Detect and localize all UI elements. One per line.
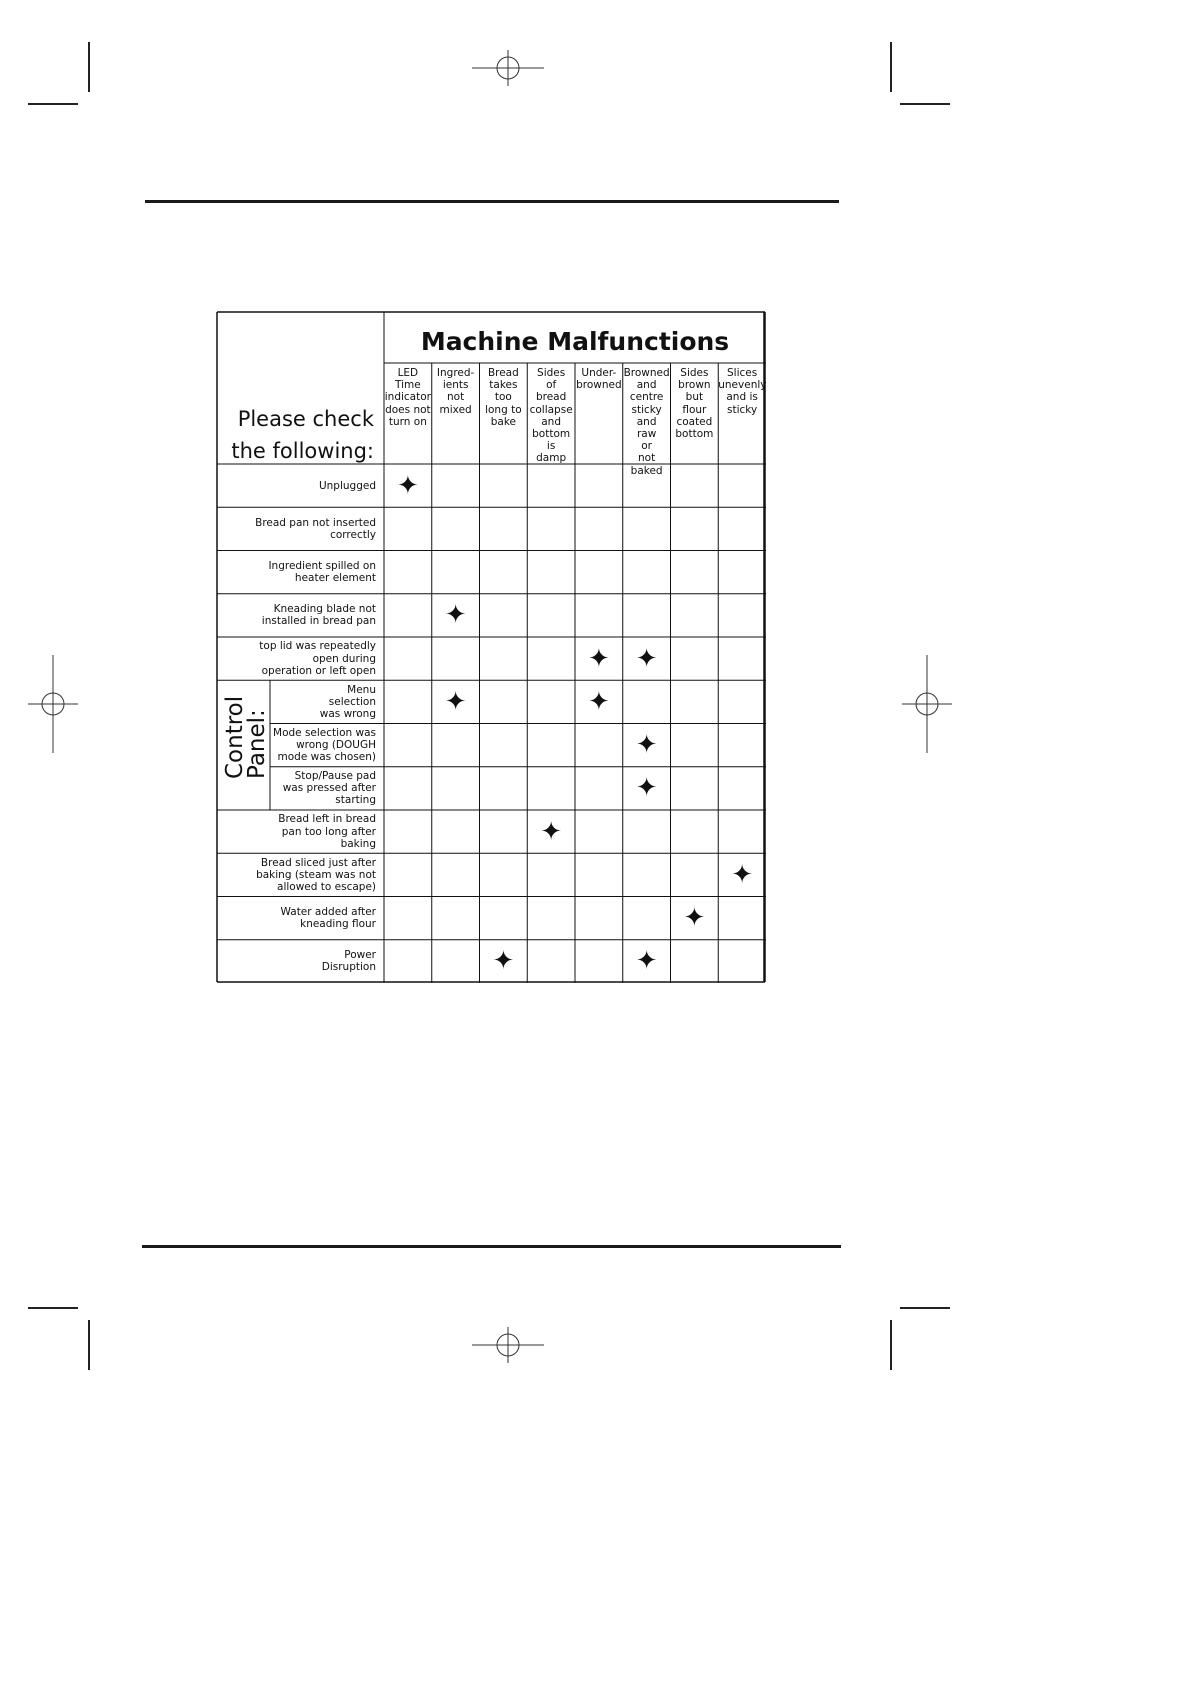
symptom-header: Bread takes too long to bake bbox=[485, 367, 522, 428]
cause-mark-icon: ✦ bbox=[444, 600, 467, 631]
row-label: Water added after kneading flour bbox=[280, 905, 376, 931]
registration-target-icon bbox=[472, 50, 544, 86]
cause-mark-icon: ✦ bbox=[492, 946, 515, 977]
cause-mark-icon: ✦ bbox=[731, 859, 754, 890]
row-label: Bread left in bread pan too long after baking bbox=[278, 813, 376, 850]
row-label: Stop/Pause pad was pressed after starting bbox=[282, 770, 376, 807]
cause-mark-icon: ✦ bbox=[396, 470, 419, 501]
cause-mark-icon: ✦ bbox=[635, 643, 658, 674]
row-label: Ingredient spilled on heater element bbox=[268, 559, 376, 585]
crop-mark bbox=[28, 1307, 78, 1309]
registration-target-icon bbox=[902, 655, 952, 753]
cause-mark-icon: ✦ bbox=[635, 730, 658, 761]
registration-target-icon bbox=[472, 1327, 544, 1363]
cause-mark-icon: ✦ bbox=[587, 686, 610, 717]
control-panel-label: Control Panel: bbox=[222, 695, 270, 779]
crop-mark bbox=[900, 103, 950, 105]
symptom-header: Under- browned bbox=[576, 367, 622, 392]
cause-mark-icon: ✦ bbox=[635, 946, 658, 977]
row-label: top lid was repeatedly open during operation or left open bbox=[259, 640, 376, 677]
symptom-header: Slices unevenly and is sticky bbox=[718, 367, 767, 416]
row-label: Kneading blade not installed in bread pan bbox=[261, 603, 376, 628]
row-label: Unplugged bbox=[318, 479, 376, 492]
crop-mark bbox=[28, 103, 78, 105]
crop-mark bbox=[890, 42, 892, 92]
crop-mark bbox=[88, 1320, 90, 1370]
crop-mark bbox=[88, 42, 90, 92]
bottom-rule bbox=[142, 1245, 841, 1248]
symptom-header: Sides brown but flour coated bottom bbox=[675, 367, 714, 441]
cause-mark-icon: ✦ bbox=[635, 773, 658, 804]
row-label: Power Disruption bbox=[321, 949, 376, 974]
row-label: Bread pan not inserted correctly bbox=[255, 516, 376, 541]
symptom-header: Ingred- ients not mixed bbox=[436, 367, 475, 416]
top-rule bbox=[145, 200, 839, 203]
symptom-header: Browned and centre sticky and raw or not baked bbox=[623, 367, 670, 477]
crop-mark bbox=[900, 1307, 950, 1309]
row-label: Mode selection was wrong (DOUGH mode was chosen) bbox=[273, 726, 376, 764]
registration-target-icon bbox=[28, 655, 78, 753]
row-label: Menu selection was wrong bbox=[319, 683, 376, 720]
cause-mark-icon: ✦ bbox=[540, 816, 563, 847]
row-label: Bread sliced just after baking (steam was not allowed to escape) bbox=[256, 856, 376, 893]
symptom-header: LED Time indicator does not turn on bbox=[384, 367, 431, 428]
cause-mark-icon: ✦ bbox=[444, 686, 467, 717]
cause-mark-icon: ✦ bbox=[587, 643, 610, 674]
cause-mark-icon: ✦ bbox=[683, 903, 706, 934]
crop-mark bbox=[890, 1320, 892, 1370]
malfunctions-table bbox=[216, 311, 766, 983]
check-following-label: Please check the following: bbox=[231, 407, 374, 463]
table-title: Machine Malfunctions bbox=[420, 327, 730, 356]
symptom-header: Sides of bread collapse and bottom is damp bbox=[529, 367, 573, 465]
